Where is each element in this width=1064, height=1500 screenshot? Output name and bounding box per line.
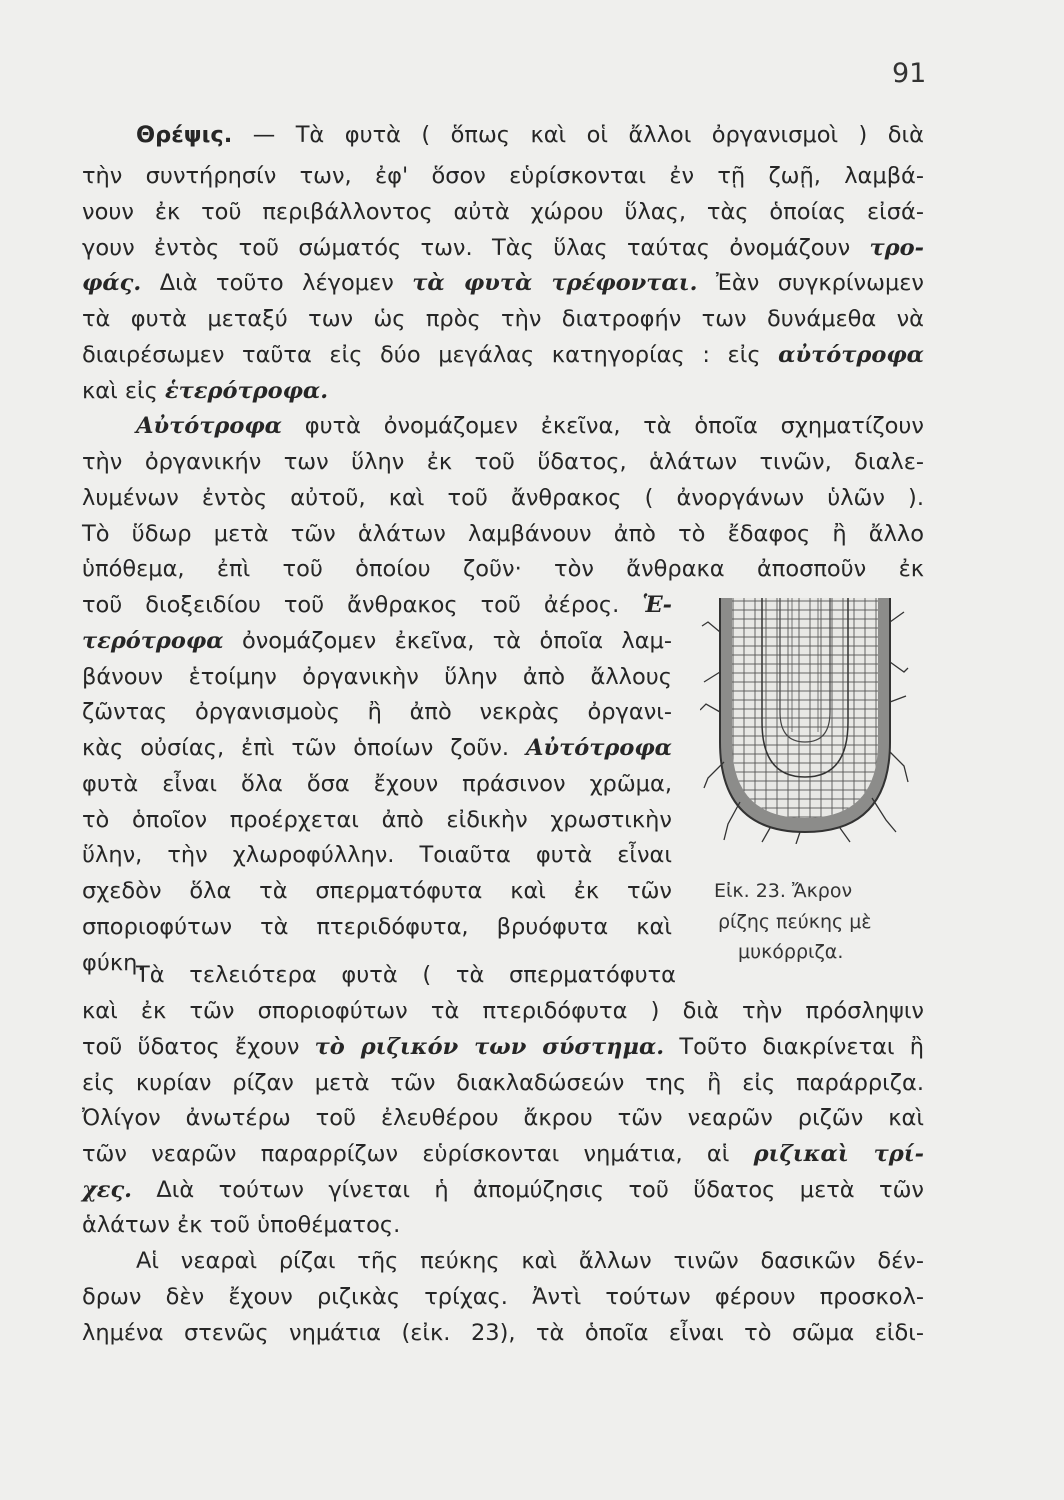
p1-text-5b: Διὰ τοῦτο λέγομεν <box>141 270 413 296</box>
p3-text-3a: τοῦ ὕδατος ἔχουν <box>82 1034 315 1060</box>
emphasis-trefontai: τὰ φυτὰ τρέφονται. <box>412 270 698 296</box>
p2-line-15: σποριοφύτων τὰ πτεριδόφυτα, βρυόφυτα καὶ <box>82 914 672 940</box>
p2-line-11: φυτὰ εἶναι ὅλα ὅσα ἔχουν πράσινον χρῶμα, <box>82 771 672 797</box>
emphasis-autotrofa: αὐτότροφα <box>778 342 924 368</box>
p3-line-1: Τὰ τελειότερα φυτὰ ( τὰ σπερματόφυτα <box>136 962 676 988</box>
p3-text-7b: Διὰ τούτων γίνεται ἡ ἀπομύζησις τοῦ ὕδατος μετὰ τῶν <box>132 1177 924 1203</box>
p3-line-6 <box>82 1139 924 1169</box>
p3-line-8: ἁλάτων ἐκ τοῦ ὑποθέματος. <box>82 1212 401 1238</box>
p4-line-3: λημένα στενῶς νημάτια (εἰκ. 23), τὰ ὁποῖα εἶναι τὸ σῶμα εἰδι- <box>82 1320 924 1346</box>
p3-text-6a: τῶν νεαρῶν παραρρίζων εὑρίσκονται νημάτια, αἱ <box>82 1141 754 1167</box>
root-tip-illustration <box>700 592 910 844</box>
emphasis-eterotrofa-2a: Ἑ- <box>642 592 672 618</box>
emphasis-rizikon-systima: τὸ ριζικόν των σύστημα. <box>314 1034 665 1060</box>
figure-caption-line-1: Εἰκ. 23. Ἄκρον <box>714 880 853 902</box>
p2-line-10 <box>82 733 672 763</box>
p1-text-7a: διαιρέσωμεν ταῦτα εἰς δύο μεγάλας κατηγορίας : εἰς <box>82 342 779 368</box>
emphasis-trophes-1: τρο- <box>869 235 924 261</box>
section-heading: Θρέψις. <box>136 122 233 148</box>
p2-line-16: φύκη. <box>82 950 145 976</box>
p2-line-7 <box>82 626 672 656</box>
p1-text-5d: Ἐὰν συγκρίνωμεν <box>697 270 924 296</box>
p2-line-1 <box>136 411 924 441</box>
emphasis-trophes-2: φάς. <box>82 270 142 296</box>
p2-line-2: τὴν ὀργανικήν των ὕλην ἐκ τοῦ ὕδατος, ἁλάτων τινῶν, διαλε- <box>82 449 924 475</box>
p4-line-2: δρων δὲν ἔχουν ριζικὰς τρίχας. Ἀντὶ τούτων φέρουν προσκολ- <box>82 1284 924 1310</box>
p2-line-4: Τὸ ὕδωρ μετὰ τῶν ἁλάτων λαμβάνουν ἀπὸ τὸ ἔδαφος ἢ ἄλλο <box>82 521 924 547</box>
p2-line-3: λυμένων ἐντὸς αὐτοῦ, καὶ τοῦ ἄνθρακος ( ἀνοργάνων ὑλῶν ). <box>82 485 924 511</box>
emphasis-rizikai-triches-1: ριζικαὶ τρί- <box>753 1141 924 1167</box>
emphasis-autotrofa-2: Αὐτότροφα <box>136 413 282 439</box>
figure-root-tip <box>700 592 910 844</box>
p2-line-9: ζῶντας ὀργανισμοὺς ἢ ἀπὸ νεκρὰς ὀργανι- <box>82 699 672 725</box>
p3-line-3 <box>82 1032 924 1062</box>
p2-line-13: ὕλην, τὴν χλωροφύλλην. Τοιαῦτα φυτὰ εἶναι <box>82 842 672 868</box>
p4-line-1: Αἱ νεαραὶ ρίζαι τῆς πεύκης καὶ ἄλλων τινῶν δασικῶν δέν- <box>136 1248 924 1274</box>
p1-line-7 <box>82 340 924 370</box>
p2-line-6 <box>82 590 672 620</box>
emphasis-rizikai-triches-2: χες. <box>82 1177 133 1203</box>
p1-line-8 <box>82 376 328 406</box>
page-number: 91 <box>892 58 927 89</box>
p1-text-8a: καὶ εἰς <box>82 378 165 404</box>
p3-line-2: καὶ ἐκ τῶν σποριοφύτων τὰ πτεριδόφυτα ) διὰ τὴν πρόσληψιν <box>82 998 924 1024</box>
figure-caption-line-2: ρίζης πεύκης μὲ <box>718 911 872 933</box>
p2-line-8: βάνουν ἑτοίμην ὀργανικὴν ὕλην ἀπὸ ἄλλους <box>82 664 672 690</box>
p1-line-4 <box>82 233 924 263</box>
p3-text-3c: Τοῦτο διακρίνεται ἢ <box>664 1034 924 1060</box>
p1-text-4a: γουν ἐντὸς τοῦ σώματός των. Τὰς ὕλας ταύτας ὀνομάζουν <box>82 235 870 261</box>
p3-line-4: εἰς κυρίαν ρίζαν μετὰ τῶν διακλαδώσεών της ἢ εἰς παράρριζα. <box>82 1070 924 1096</box>
emphasis-eterotrofa: ἑτερότροφα. <box>165 378 329 404</box>
p1-line-3: νουν ἐκ τοῦ περιβάλλοντος αὐτὰ χώρου ὕλας, τὰς ὁποίας εἰσά- <box>82 199 924 225</box>
emphasis-autotrofa-3: Αὐτότροφα <box>526 735 672 761</box>
p1-line-2: τὴν συντήρησίν των, ἐφ' ὅσον εὑρίσκονται ἐν τῇ ζωῇ, λαμβά- <box>82 163 924 189</box>
p2-text-6a: τοῦ διοξειδίου τοῦ ἄνθρακος τοῦ ἀέρος. <box>82 592 643 618</box>
p3-line-5: Ὀλίγον ἀνωτέρω τοῦ ἐλευθέρου ἄκρου τῶν νεαρῶν ριζῶν καὶ <box>82 1105 924 1131</box>
p3-line-7 <box>82 1175 924 1205</box>
p2-line-14: σχεδὸν ὅλα τὰ σπερματόφυτα καὶ ἐκ τῶν <box>82 878 672 904</box>
emphasis-eterotrofa-2b: τερότροφα <box>82 628 224 654</box>
p2-text-7b: ὀνομάζομεν ἐκεῖνα, τὰ ὁποῖα λαμ- <box>223 628 672 654</box>
p2-text-1b: φυτὰ ὀνομάζομεν ἐκεῖνα, τὰ ὁποῖα σχηματίζουν <box>282 413 924 439</box>
figure-caption-line-3: μυκόρριζα. <box>738 941 844 963</box>
p1-line-6: τὰ φυτὰ μεταξύ των ὡς πρὸς τὴν διατροφήν των δυνάμεθα νὰ <box>82 306 924 332</box>
p2-line-12: τὸ ὁποῖον προέρχεται ἀπὸ εἰδικὴν χρωστικὴν <box>82 807 672 833</box>
p1-text-1: — Τὰ φυτὰ ( ὅπως καὶ οἱ ἄλλοι ὀργανισμοὶ ) διὰ <box>232 122 924 148</box>
p2-line-5: ὑπόθεμα, ἐπὶ τοῦ ὁποίου ζοῦν· τὸν ἄνθρακα ἀποσποῦν ἐκ <box>82 556 924 582</box>
p2-text-10a: κὰς οὐσίας, ἐπὶ τῶν ὁποίων ζοῦν. <box>82 735 526 761</box>
p1-line-1 <box>136 120 924 150</box>
p1-line-5 <box>82 268 924 298</box>
